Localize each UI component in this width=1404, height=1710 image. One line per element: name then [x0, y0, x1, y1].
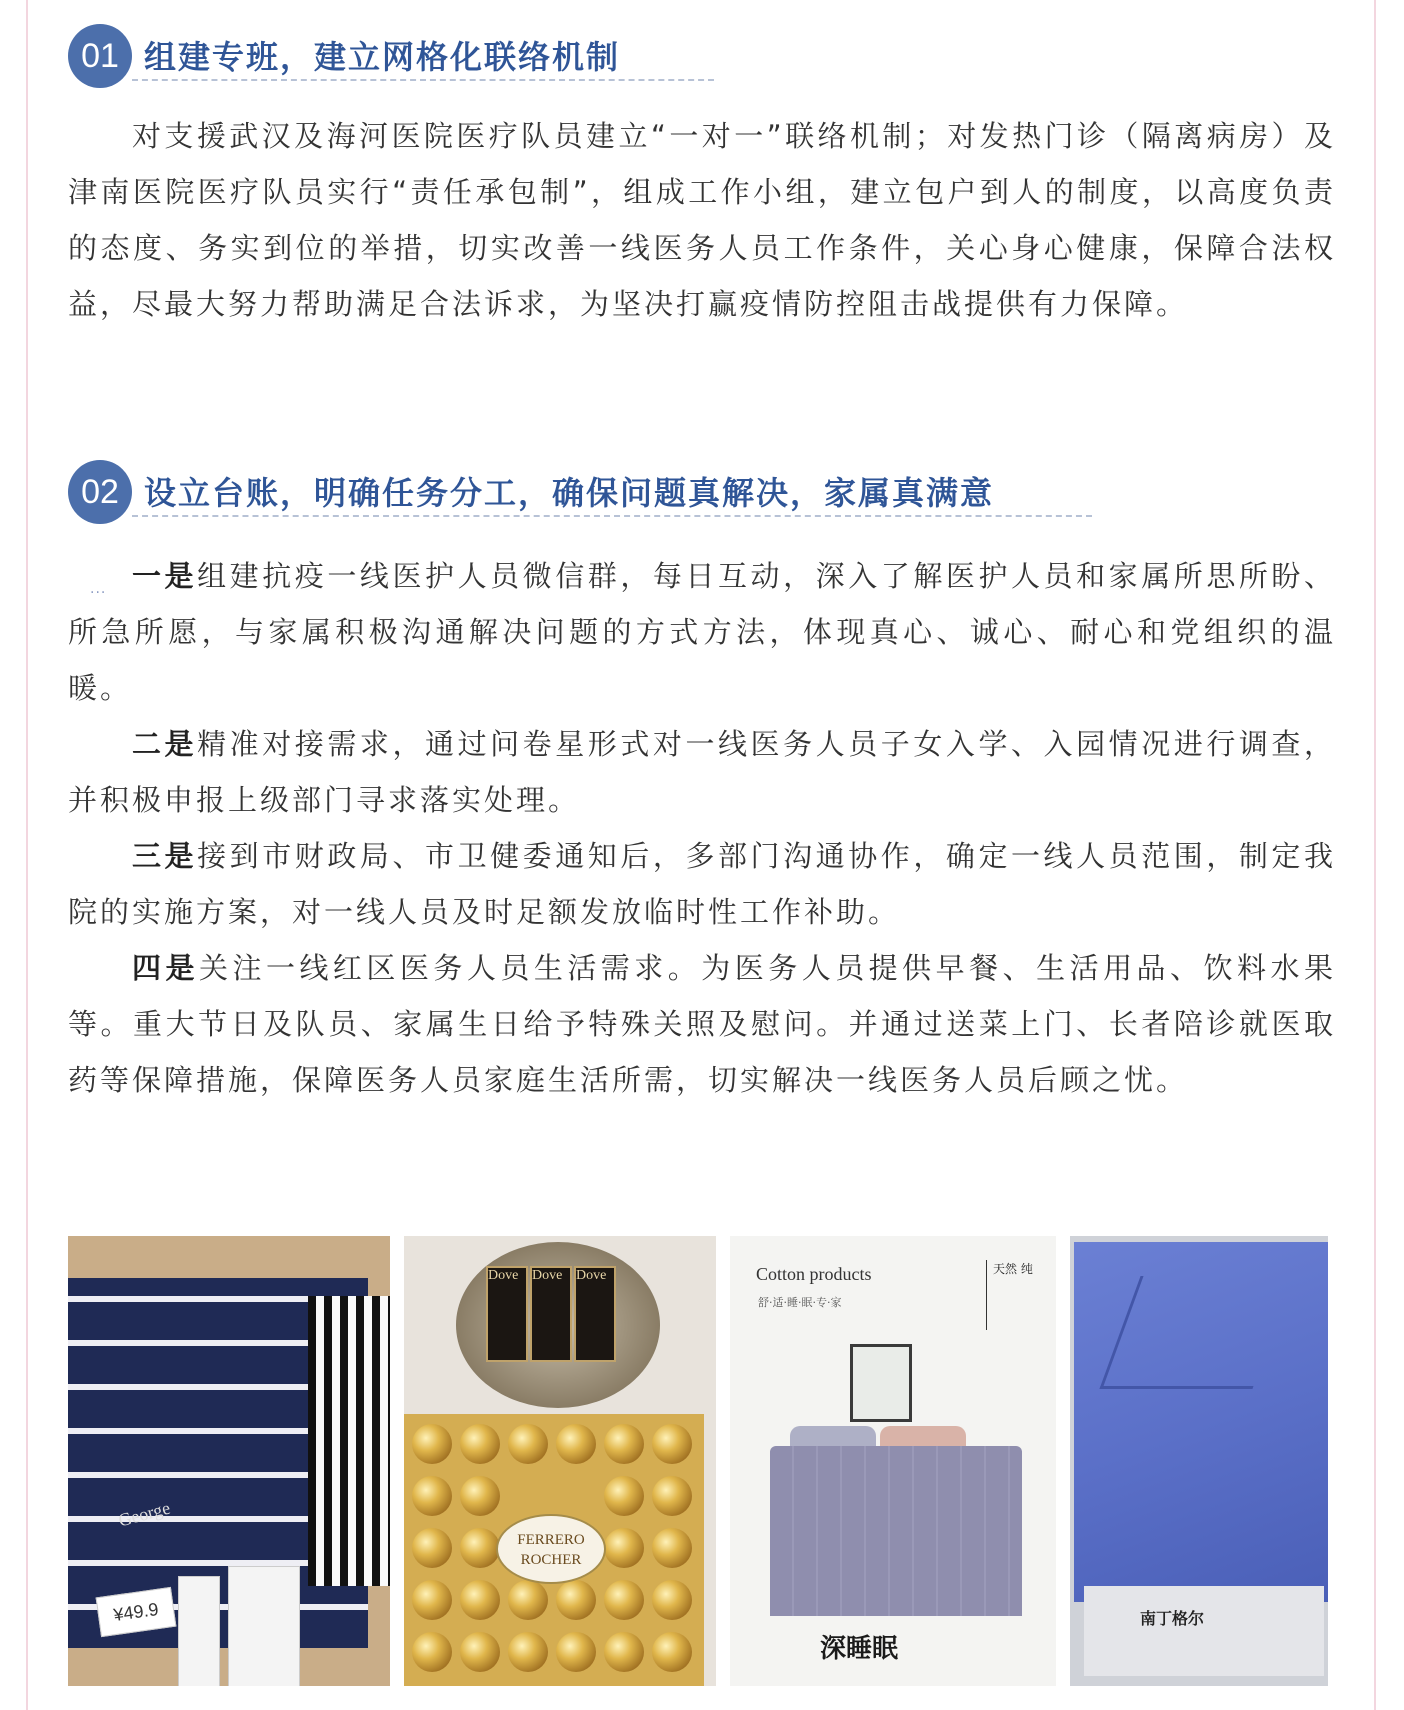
chocolate-ball: [604, 1632, 644, 1672]
section-2-title: 设立台账，明确任务分工，确保问题真解决，家属真满意: [144, 474, 995, 512]
section-1-paragraph: 对支援武汉及海河医院医疗队员建立“一对一”联络机制；对发热门诊（隔离病房）及津南医院医疗队员实行“责任承包制”，组成工作小组，建立包户到人的制度，以高度负责的态度、务实到位的举措，切实改善一线医务人员工作条件，关心身心健康，保障合法权益，尽最大努力帮助满足合法诉求，为坚决打赢疫情防控阻击战提供有力保障。: [68, 119, 1336, 321]
bedding-box: 天然 纯: [986, 1260, 1056, 1330]
chocolate-tray: [404, 1414, 704, 1686]
clothing-tag: [178, 1576, 220, 1686]
photo-chocolates: [404, 1236, 716, 1686]
section-1-divider: [132, 79, 714, 81]
photo-strip: [68, 1236, 1328, 1686]
photo-uniform: [1070, 1236, 1328, 1686]
chocolate-ball: [460, 1424, 500, 1464]
clothing-brand: George: [116, 1497, 173, 1531]
item-2-text: 精准对接需求，通过问卷星形式对一线医务人员子女入学、入园情况进行调查，并积极申报上级部门寻求落实处理。: [68, 727, 1336, 817]
ferrero-line-2: ROCHER: [520, 1552, 582, 1568]
section-2-number-badge: 02: [68, 460, 132, 524]
photo-bedding: [730, 1236, 1056, 1686]
chocolate-ball: [460, 1632, 500, 1672]
bedding-title: Cotton products: [756, 1264, 872, 1284]
chocolate-ball: [556, 1580, 596, 1620]
wall-picture: [850, 1344, 912, 1422]
chocolate-ball: [652, 1580, 692, 1620]
chocolate-ball: [412, 1476, 452, 1516]
chocolate-ball: [460, 1476, 500, 1516]
chocolate-ball: [412, 1528, 452, 1568]
section-2-item-2: [68, 716, 1336, 828]
bedding-slogan: 深睡眠: [820, 1634, 899, 1664]
section-1-number-badge: 01: [68, 24, 132, 88]
chocolate-ball: [460, 1580, 500, 1620]
section-2-item-1: [68, 548, 1336, 716]
chocolate-ball: [652, 1528, 692, 1568]
chocolate-ball: [508, 1580, 548, 1620]
section-2-item-3: [68, 828, 1336, 940]
right-border: [1374, 0, 1376, 1710]
chocolate-bar-1: Dove: [486, 1266, 528, 1362]
chocolate-bar-2: Dove: [530, 1266, 572, 1362]
chocolate-ball: [604, 1424, 644, 1464]
price-tag: ¥49.9: [96, 1587, 177, 1637]
chocolate-ball: [652, 1476, 692, 1516]
chocolate-ball: [556, 1424, 596, 1464]
item-2-lead: 二是: [132, 727, 198, 761]
item-4-lead: 四是: [132, 951, 199, 985]
chocolate-ball: [460, 1528, 500, 1568]
striped-shirt-white: [308, 1296, 390, 1586]
chocolate-ball: [556, 1632, 596, 1672]
uniform-brand: 南丁格尔: [1140, 1609, 1205, 1628]
chocolate-ball: [652, 1632, 692, 1672]
packaging-label: [1084, 1586, 1324, 1676]
item-1-text: 组建抗疫一线医护人员微信群，每日互动，深入了解医护人员和家属所思所盼、所急所愿，与家属积极沟通解决问题的方式方法，体现真心、诚心、耐心和党组织的温暖。: [68, 559, 1336, 705]
chocolate-ball: [604, 1528, 644, 1568]
bedding-subtitle: 舒·适·睡·眠·专·家: [758, 1296, 842, 1309]
chocolate-ball: [508, 1632, 548, 1672]
chocolate-bar-3: Dove: [574, 1266, 616, 1362]
section-1-title: 组建专班，建立网格化联络机制: [144, 38, 621, 76]
clothing-tag-2: [228, 1566, 300, 1686]
chocolate-ball: [604, 1580, 644, 1620]
ferrero-line-1: FERRERO: [517, 1532, 585, 1548]
chocolate-ball: [604, 1476, 644, 1516]
decorative-dots: ···: [90, 585, 107, 601]
chocolate-ball: [412, 1632, 452, 1672]
item-4-text: 关注一线红区医务人员生活需求。为医务人员提供早餐、生活用品、饮料水果等。重大节日及队员、家属生日给予特殊关照及慰问。并通过送菜上门、长者陪诊就医取药等保障措施，保障医务人员家庭生活所需，切实解决一线医务人员后顾之忧。: [68, 951, 1336, 1097]
bed: [770, 1446, 1022, 1616]
ferrero-label: [496, 1514, 606, 1584]
photo-clothing: [68, 1236, 390, 1686]
section-2-item-4: [68, 940, 1336, 1108]
item-3-text: 接到市财政局、市卫健委通知后，多部门沟通协作，确定一线人员范围，制定我院的实施方案，对一线人员及时足额发放临时性工作补助。: [68, 839, 1336, 929]
section-2-divider: [132, 515, 1092, 517]
left-border: [26, 0, 28, 1710]
chocolate-ball: [412, 1580, 452, 1620]
chocolate-ball: [412, 1424, 452, 1464]
chocolate-ball: [652, 1424, 692, 1464]
item-1-lead: 一是: [132, 559, 198, 593]
item-3-lead: 三是: [132, 839, 198, 873]
chocolate-ball: [508, 1424, 548, 1464]
